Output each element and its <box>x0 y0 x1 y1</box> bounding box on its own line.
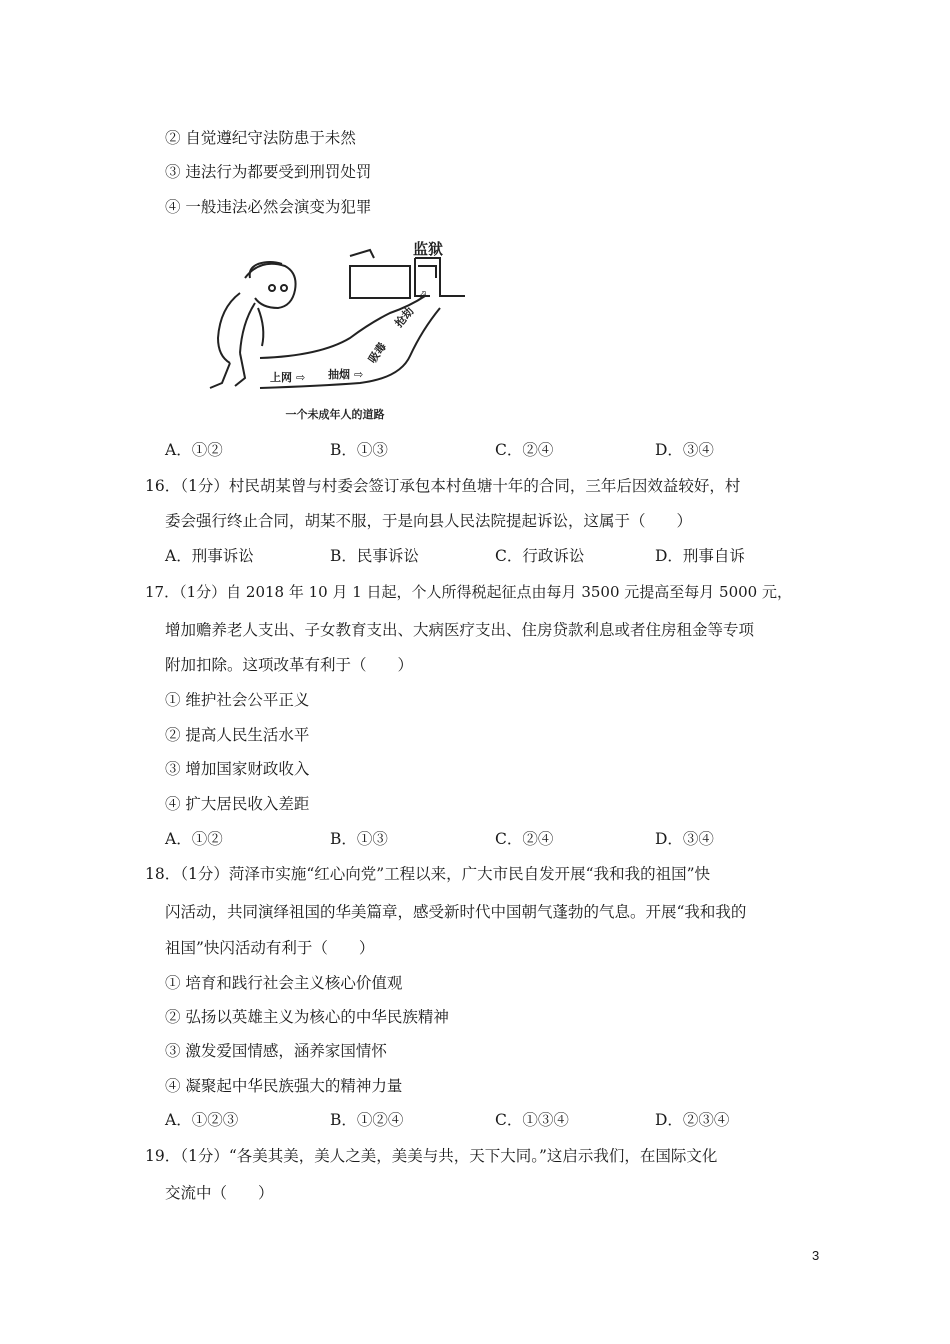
q15-option-d[interactable]: D．③④ <box>655 441 714 459</box>
step-label: 上网 <box>270 371 292 384</box>
q17-item-1: ① 维护社会公平正义 <box>165 691 310 709</box>
arrow-icon: ⇨ <box>414 286 431 303</box>
q15-item-4: ④ 一般违法必然会演变为犯罪 <box>165 198 372 216</box>
q17-stem-line: 17．（1分）自 2018 年 10 月 1 日起，个人所得税起征点由每月 3500 元提高至每月 5000 元， <box>145 583 792 601</box>
q17-item-2: ② 提高人民生活水平 <box>165 726 310 744</box>
q15-option-a[interactable]: A．①② <box>165 441 223 459</box>
q17-stem-line: 增加赡养老人支出、子女教育支出、大病医疗支出、住房贷款利息或者住房租金等专项 <box>165 621 755 639</box>
prison-label: 监狱 <box>412 240 444 258</box>
q18-item-2: ② 弘扬以英雄主义为核心的中华民族精神 <box>165 1008 449 1026</box>
q15-cartoon-figure <box>200 238 470 426</box>
q16-option-d[interactable]: D．刑事自诉 <box>655 547 745 565</box>
step-label: 吸毒 <box>365 340 390 366</box>
q18-option-d[interactable]: D．②③④ <box>655 1111 730 1129</box>
q18-option-a[interactable]: A．①②③ <box>165 1111 239 1129</box>
q17-stem-line: 附加扣除。这项改革有利于（ ） <box>165 656 414 674</box>
q16-option-b[interactable]: B．民事诉讼 <box>330 547 419 565</box>
q15-item-3: ③ 违法行为都要受到刑罚处罚 <box>165 163 372 181</box>
step-label: 抢劫 <box>392 304 417 330</box>
q18-stem-line: 闪活动，共同演绎祖国的华美篇章，感受新时代中国朝气蓬勃的气息。开展“我和我的 <box>165 903 747 921</box>
page-number: 3 <box>812 1248 820 1263</box>
step-label: 抽烟 <box>328 368 350 381</box>
cartoon-illustration <box>200 238 470 426</box>
arrow-icon: ⇨ <box>354 368 364 381</box>
q18-option-c[interactable]: C．①③④ <box>495 1111 569 1129</box>
q17-option-c[interactable]: C．②④ <box>495 830 554 848</box>
q17-option-d[interactable]: D．③④ <box>655 830 714 848</box>
q19-stem-line: 19．（1分）“各美其美，美人之美，美美与共，天下大同。”这启示我们，在国际文化 <box>145 1147 718 1165</box>
q18-option-b[interactable]: B．①②④ <box>330 1111 404 1129</box>
q18-stem-line: 18．（1分）菏泽市实施“红心向党”工程以来，广大市民自发开展“我和我的祖国”快 <box>145 865 711 883</box>
q18-item-4: ④ 凝聚起中华民族强大的精神力量 <box>165 1077 403 1095</box>
q16-stem-line: 委会强行终止合同，胡某不服，于是向县人民法院提起诉讼，这属于（ ） <box>165 512 693 530</box>
q18-item-3: ③ 激发爱国情感，涵养家国情怀 <box>165 1042 387 1060</box>
q19-stem-line: 交流中（ ） <box>165 1184 274 1202</box>
arrow-icon: ⇨ <box>296 371 306 384</box>
q15-item-2: ② 自觉遵纪守法防患于未然 <box>165 129 356 147</box>
youth-figure <box>210 262 296 388</box>
prison-building <box>350 250 465 298</box>
q18-stem-line: 祖国”快闪活动有利于（ ） <box>165 939 375 957</box>
q17-item-4: ④ 扩大居民收入差距 <box>165 795 310 813</box>
q16-option-a[interactable]: A．刑事诉讼 <box>165 547 254 565</box>
q17-option-a[interactable]: A．①② <box>165 830 223 848</box>
q17-item-3: ③ 增加国家财政收入 <box>165 760 310 778</box>
q18-item-1: ① 培育和践行社会主义核心价值观 <box>165 974 403 992</box>
q16-stem-line: 16．（1分）村民胡某曾与村委会签订承包本村鱼塘十年的合同，三年后因效益较好，村 <box>145 477 741 495</box>
q17-option-b[interactable]: B．①③ <box>330 830 388 848</box>
q15-option-b[interactable]: B．①③ <box>330 441 388 459</box>
figure-caption: 一个未成年人的道路 <box>285 408 385 421</box>
q15-option-c[interactable]: C．②④ <box>495 441 554 459</box>
q16-option-c[interactable]: C．行政诉讼 <box>495 547 585 565</box>
